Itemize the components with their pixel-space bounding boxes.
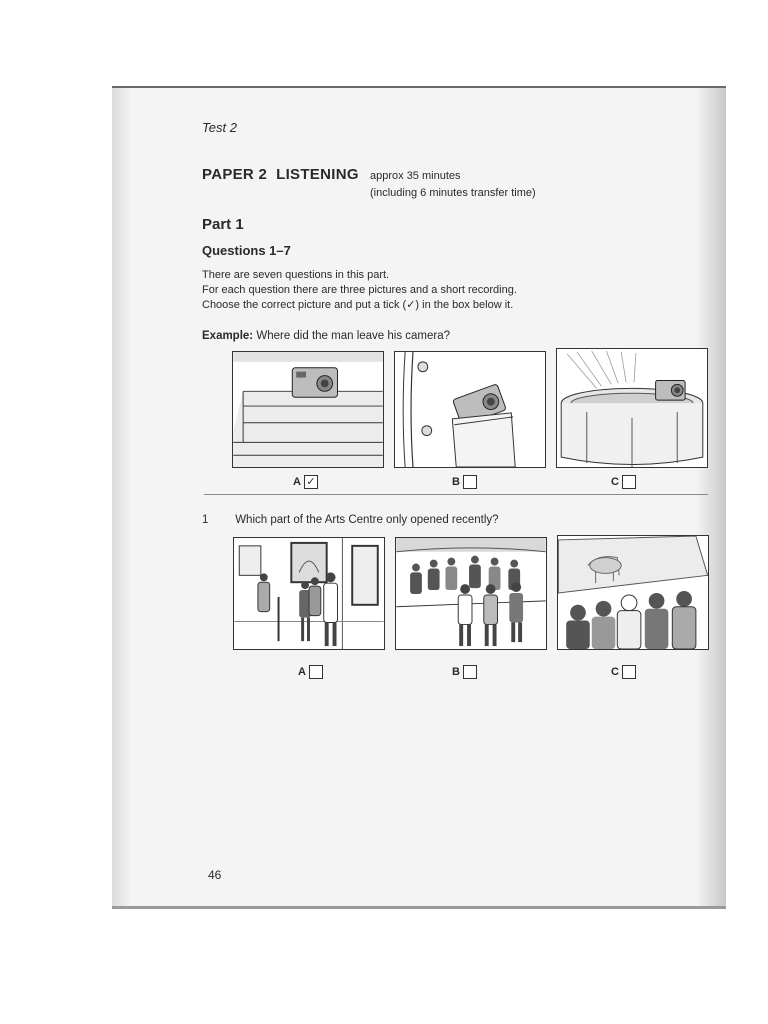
question-1-picture-c-cinema xyxy=(557,535,709,650)
page-shadow-right xyxy=(696,88,726,906)
instruction-line: There are seven questions in this part. xyxy=(202,269,390,281)
section-divider xyxy=(204,494,708,495)
option-letter: C xyxy=(611,476,619,488)
paper-title: PAPER 2 LISTENING xyxy=(202,166,359,183)
example-label: Example: xyxy=(202,330,254,342)
page-shadow-left xyxy=(112,88,132,906)
example-picture-b-camera-in-pocket xyxy=(394,351,546,468)
option-letter: A xyxy=(293,476,301,488)
example-tick-box-a[interactable]: ✓ xyxy=(304,475,318,489)
example-tick-box-c[interactable] xyxy=(622,475,636,489)
question-1-picture-a-art-gallery xyxy=(233,537,385,650)
example-option-c xyxy=(611,475,636,489)
page-number: 46 xyxy=(208,868,222,882)
question-text: Which part of the Arts Centre only opened recently? xyxy=(235,514,499,526)
option-letter: A xyxy=(298,666,306,678)
paper-duration-block xyxy=(370,168,536,202)
question-number: 1 xyxy=(202,514,209,526)
paper-duration: approx 35 minutes xyxy=(370,170,461,182)
questions-range: Questions 1–7 xyxy=(202,243,291,258)
example-option-a xyxy=(293,475,318,489)
example-option-b xyxy=(452,475,477,489)
question-1-tick-box-a[interactable] xyxy=(309,665,323,679)
question-1-picture-b-dance-performance xyxy=(395,537,547,650)
instructions xyxy=(202,268,517,313)
part-title: Part 1 xyxy=(202,216,244,233)
question-1 xyxy=(202,514,499,526)
book-page xyxy=(112,86,726,909)
example-picture-a-camera-on-steps xyxy=(232,351,384,468)
option-letter: B xyxy=(452,666,460,678)
test-label: Test 2 xyxy=(202,120,237,135)
question-1-tick-box-c[interactable] xyxy=(622,665,636,679)
option-letter: B xyxy=(452,476,460,488)
question-1-option-a xyxy=(298,665,323,679)
instruction-line: For each question there are three pictures and a short recording. xyxy=(202,284,517,296)
example-question xyxy=(202,330,450,342)
example-picture-c-camera-on-fountain xyxy=(556,348,708,468)
example-tick-box-b[interactable] xyxy=(463,475,477,489)
question-1-tick-box-b[interactable] xyxy=(463,665,477,679)
example-text: Where did the man leave his camera? xyxy=(256,330,451,342)
instruction-line: Choose the correct picture and put a tick (✓) in the box below it. xyxy=(202,299,514,311)
question-1-option-c xyxy=(611,665,636,679)
question-1-option-b xyxy=(452,665,477,679)
paper-transfer-note: (including 6 minutes transfer time) xyxy=(370,187,536,199)
option-letter: C xyxy=(611,666,619,678)
